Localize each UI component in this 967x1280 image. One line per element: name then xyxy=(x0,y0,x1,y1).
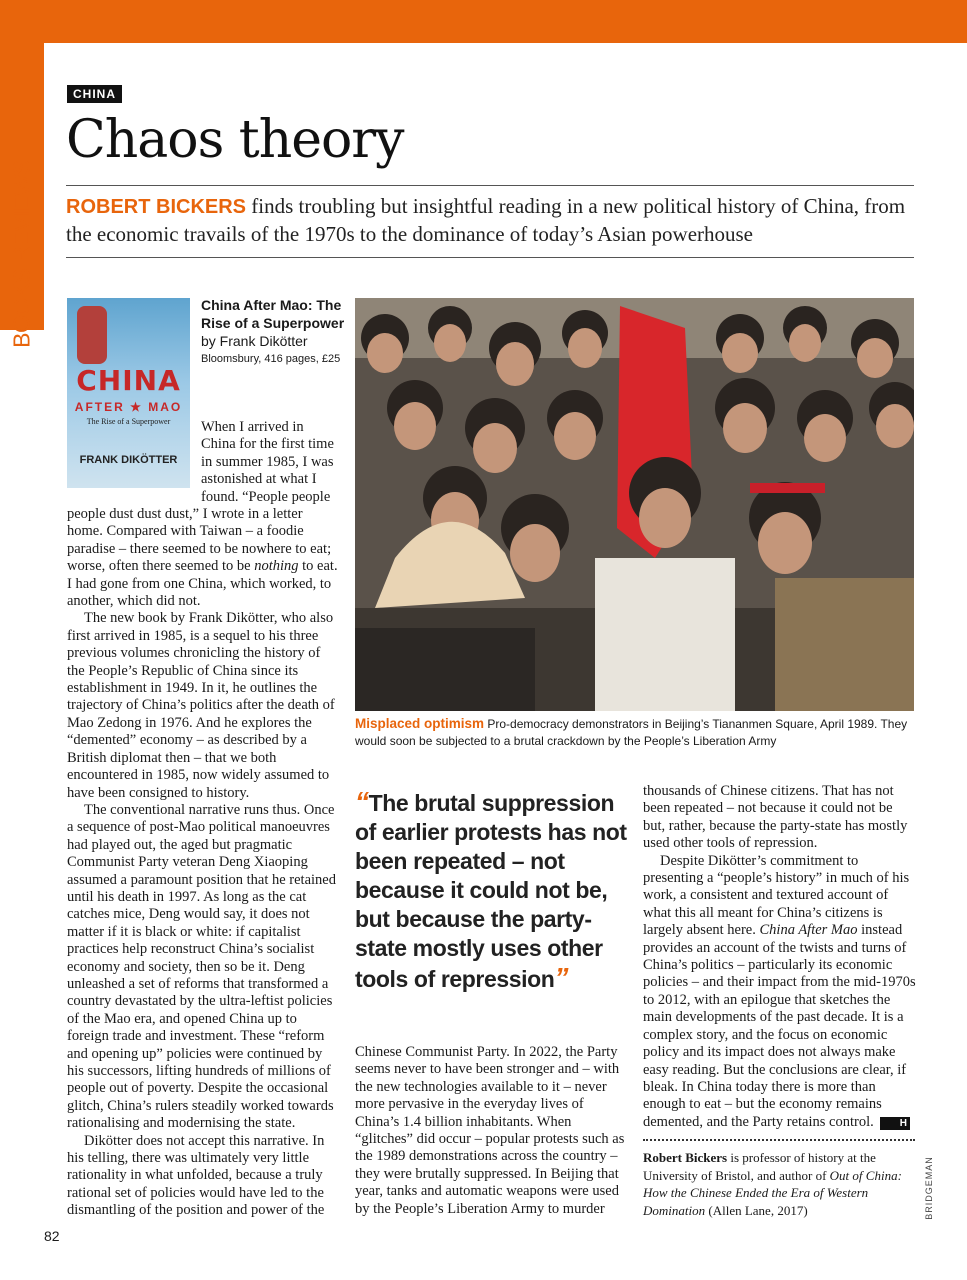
paragraph-3: The conventional narrative runs thus. Once a sequence of post-Mao political manoeuvres had played out, the aged but pragmatic Communist Party veteran Deng Xiaoping assumed a paramount position that he retained until his death in 1997. As long as the cat catches mice, Deng would say, it does not matter if it is black or white: if capitalist practices help reconstruct China’s socialist economy and society, then so be it. Deng unleashed a set of reforms that transformed a country devastated by the ultra-leftist policies of the Mao era, and opened China up to foreign trade and investment. These “reform and opening up” policies were continued by his successors, lifting hundreds of millions of people out of poverty. Despite the occasional glitch, China’s rulers steadily worked towards rationalising and modernising the state. xyxy=(67,801,336,1132)
crowd-illustration xyxy=(355,298,914,711)
book-title: China After Mao: The Rise of a Superpower xyxy=(201,297,345,331)
author-bio: Robert Bickers is professor of history at the University of Bristol, and author of Out of China: How the Chinese Ended the Era of Western Domination (Allen Lane, 2017) xyxy=(643,1150,902,1218)
body-column-3 xyxy=(643,783,916,1131)
standfirst-text: finds troubling but insightful reading in a new political history of China, from the economic travails of the 1970s to the dominance of today’s Asian powerhouse xyxy=(66,194,906,246)
pull-quote xyxy=(355,787,635,994)
book-author: by Frank Dikötter xyxy=(201,333,308,349)
headline-rule xyxy=(66,185,914,186)
bio-name: Robert Bickers xyxy=(643,1150,728,1165)
emphasis-nothing: nothing xyxy=(254,558,299,575)
paragraph-4: Dikötter does not accept this narrative. In his telling, there was ultimately very little rationality in what unfolded, because a truly rational set of policies would have led to the dismantling of the position and power of the xyxy=(67,1132,325,1219)
paragraph-5: Chinese Communist Party. In 2022, the Party seems never to have been stronger and – with the new technologies available to it – never more pervasive in the everyday lives of China’s 1.4 billion inhabitants. When “glitches” did occur – popular protests such as the 1989 demonstrations across the country – they were brutally suppressed. In Beijing that year, tanks and automatic weapons were used by the People’s Liberation Army to murder xyxy=(355,1044,625,1217)
paragraph-2: The new book by Frank Dikötter, who also first arrived in 1985, is a sequel to his three previous volumes chronicling the history of the People’s Republic of China since its establishment in 1949. In it, he outlines the trajectory of China’s politics after the death of Mao Zedong in 1976. And he explores the “demented” economy – as described by a British diplomat then – that we both encountered in 1985, now widely assumed to have been consigned to history. xyxy=(67,610,335,801)
paragraph-6: thousands of Chinese citizens. That has not been repeated – not because it could not be but, rather, because the party-state has mostly used other tools of repression. xyxy=(643,783,908,852)
book-cover xyxy=(67,298,190,488)
standfirst-rule xyxy=(66,257,914,258)
cover-title: CHINA xyxy=(76,364,181,397)
cover-portrait xyxy=(77,306,107,364)
headline: Chaos theory xyxy=(66,110,404,170)
book-info xyxy=(201,296,351,368)
quote-close-icon: ” xyxy=(554,962,569,993)
body-intro xyxy=(201,419,338,506)
caption-lead: Misplaced optimism xyxy=(355,716,485,731)
book-title-italic: China After Mao xyxy=(759,922,858,939)
photo-caption xyxy=(355,715,915,750)
paragraph-1: people dust dust dust,” I wrote in a letter home. Compared with Taiwan – a foodie paradise – there seemed to be nowhere to eat; worse, often there seemed to be nothing to eat. I had gone from one China, which worked, to another, which did not. xyxy=(67,506,338,610)
pull-quote-text: The brutal suppression of earlier protests has not been repeated – not because it could not be, but because the party-state mostly uses other tools of repression xyxy=(355,790,627,992)
end-mark-icon: H xyxy=(880,1117,910,1130)
body-column-1 xyxy=(67,506,339,1220)
paragraph-1-start: When I arrived in China for the first time in summer 1985, I was astonished at what I found. “People people xyxy=(201,419,334,505)
page-number: 82 xyxy=(44,1228,60,1244)
category-tag: CHINA xyxy=(67,85,122,103)
photo-credit: BRIDGEMAN xyxy=(924,1156,934,1220)
quote-open-icon: “ xyxy=(355,786,369,817)
standfirst xyxy=(66,193,926,248)
cover-subtitle: The Rise of a Superpower xyxy=(86,417,171,426)
book-publisher: Bloomsbury, 416 pages, £25 xyxy=(201,353,341,365)
cover-author: FRANK DIKÖTTER xyxy=(79,454,178,466)
top-accent-bar xyxy=(0,0,967,43)
bio-divider xyxy=(643,1139,915,1141)
bio-book: Out of China: How the Chinese Ended the Era of Western Domination xyxy=(643,1167,902,1218)
caption-text: Pro-democracy demonstrators in Beijing’s Tiananmen Square, April 1989. They would soon be subjected to a brutal crackdown by the People’s Liberation Army xyxy=(355,717,908,748)
standfirst-author: ROBERT BICKERS xyxy=(66,196,247,218)
body-column-2 xyxy=(355,1044,630,1218)
paragraph-7: Despite Dikötter’s commitment to presenting a “people’s history” in much of his work, a consistent and textured account of what this all meant for China’s citizens is largely absent here. China After Mao instead provides an account of the twists and turns of China’s politics – particularly its economic policies – and their impact from the mid-1970s to 2012, with an epilogue that sketches the main developments of the past decade. It is a complex story, and the focus on economic policy and its impact does not always make easy reading. But the conclusions are clear, if bleak. In China today there is more than enough to eat – but the economy remains demented, and the Party retains control. H xyxy=(643,852,916,1130)
protest-photo xyxy=(355,298,914,711)
section-label: BOOKS REVIEWS xyxy=(8,160,35,348)
cover-after-mao: AFTER ★ MAO xyxy=(74,400,183,414)
